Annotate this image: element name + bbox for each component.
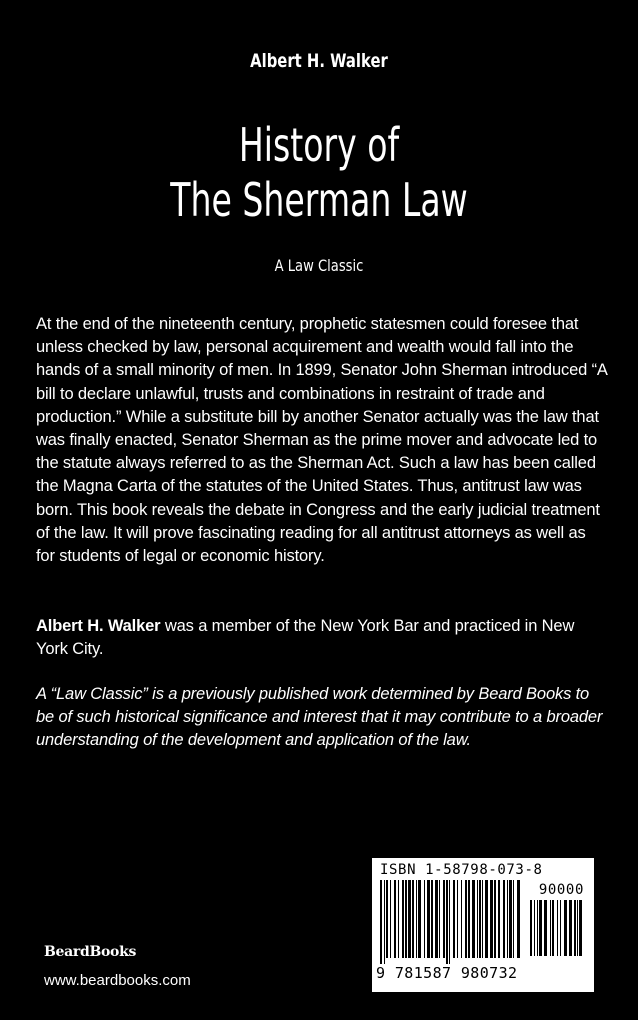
barcode-bar xyxy=(427,880,430,958)
barcode-bar xyxy=(435,880,438,958)
book-title-line-2: The Sherman Law xyxy=(170,173,468,227)
barcode-bar xyxy=(534,900,535,956)
barcode-bar xyxy=(539,900,542,956)
ean-bars xyxy=(378,880,524,966)
book-title-line-1: History of xyxy=(238,118,400,172)
addon-bars xyxy=(528,900,586,962)
book-subtitle: A Law Classic xyxy=(274,256,364,275)
publisher-logo: BeardBooks xyxy=(44,944,137,960)
barcode-bar xyxy=(490,880,493,958)
barcode-bar xyxy=(418,880,421,958)
law-classic-note: A “Law Classic” is a previously published work determined by Beard Books to be of such historical significance and interest that it may contribute to a broader understanding of the development and application of the law. xyxy=(36,685,603,750)
barcode-bar xyxy=(461,880,462,958)
barcode-bar xyxy=(386,880,388,958)
book-title xyxy=(89,118,548,228)
barcode-bar xyxy=(394,880,396,958)
book-description: At the end of the nineteenth century, prophetic statesmen could foresee that unless checked by law, personal acquirement and wealth would fall into the hands of a small minority of men. In 1899, Senator John Sherman introduced “A bill to declare unlawful, trusts and combinations in restraint of trade and production.” While a substitute bill by another Senator actually was the law that was finally enacted, Senator Sherman as the prime mover and advocate led to the statute always referred to as the Sherman Act. Such a law has been called the Magna Carta of the statutes of the United States. Thus, antitrust law was born. This book reveals the debate in Congress and the early judicial treatment of the law. It will prove fascinating reading for all antitrust attorneys as well as for students of legal or economic history. xyxy=(36,315,607,566)
barcode-bar xyxy=(443,880,445,958)
barcode-bar xyxy=(479,880,481,958)
cover-author: Albert H. Walker xyxy=(250,50,388,72)
barcode-bar xyxy=(503,880,505,958)
barcode-bar xyxy=(560,900,561,956)
ean-digits: 9 781587 980732 xyxy=(376,964,518,982)
barcode-bar xyxy=(569,900,572,956)
barcode-bar xyxy=(398,880,399,958)
author-bio xyxy=(36,615,608,661)
publisher-url: www.beardbooks.com xyxy=(44,972,191,989)
barcode-bar xyxy=(513,880,514,958)
barcode-bar xyxy=(408,880,411,958)
barcode-bar xyxy=(579,900,582,956)
author-bio-name: Albert H. Walker xyxy=(36,617,161,635)
barcode-bar xyxy=(472,880,475,958)
barcode-bar xyxy=(439,880,440,958)
barcode-bar xyxy=(574,900,576,956)
isbn-barcode xyxy=(372,858,594,992)
barcode-bar xyxy=(412,880,414,958)
barcode-bar xyxy=(494,880,496,958)
price-code: 90000 xyxy=(538,882,584,898)
barcode-bar xyxy=(424,880,425,958)
barcode-bar xyxy=(552,900,554,956)
barcode-bar xyxy=(577,900,578,956)
isbn-label: ISBN 1-58798-073-8 xyxy=(380,862,543,878)
barcode-bar xyxy=(468,880,470,958)
barcode-bar xyxy=(530,900,532,956)
barcode-bar xyxy=(405,880,407,958)
author-bio-text: was a member of the New York Bar and practiced in New York City. xyxy=(36,617,575,659)
barcode-bar xyxy=(509,880,512,958)
barcode-bar xyxy=(380,880,382,964)
barcode-bar xyxy=(498,880,500,958)
barcode-bar xyxy=(564,900,567,956)
barcode-bar xyxy=(557,900,558,956)
barcode-bar xyxy=(457,880,458,958)
barcode-bar xyxy=(446,880,448,964)
barcode-bar xyxy=(477,880,478,958)
barcode-bar xyxy=(402,880,404,958)
barcode-bar xyxy=(390,880,391,958)
barcode-bar xyxy=(507,880,508,958)
barcode-bar xyxy=(517,880,520,958)
barcode-bar xyxy=(453,880,455,958)
barcode-bar xyxy=(485,880,488,958)
barcode-bar xyxy=(550,900,551,956)
barcode-bar xyxy=(537,900,538,956)
barcode-bar xyxy=(449,880,450,964)
barcode-bar xyxy=(544,900,547,956)
barcode-bar xyxy=(416,880,417,958)
barcode-bar xyxy=(465,880,467,958)
barcode-bar xyxy=(431,880,433,958)
barcode-bar xyxy=(384,880,385,964)
barcode-bar xyxy=(482,880,483,958)
